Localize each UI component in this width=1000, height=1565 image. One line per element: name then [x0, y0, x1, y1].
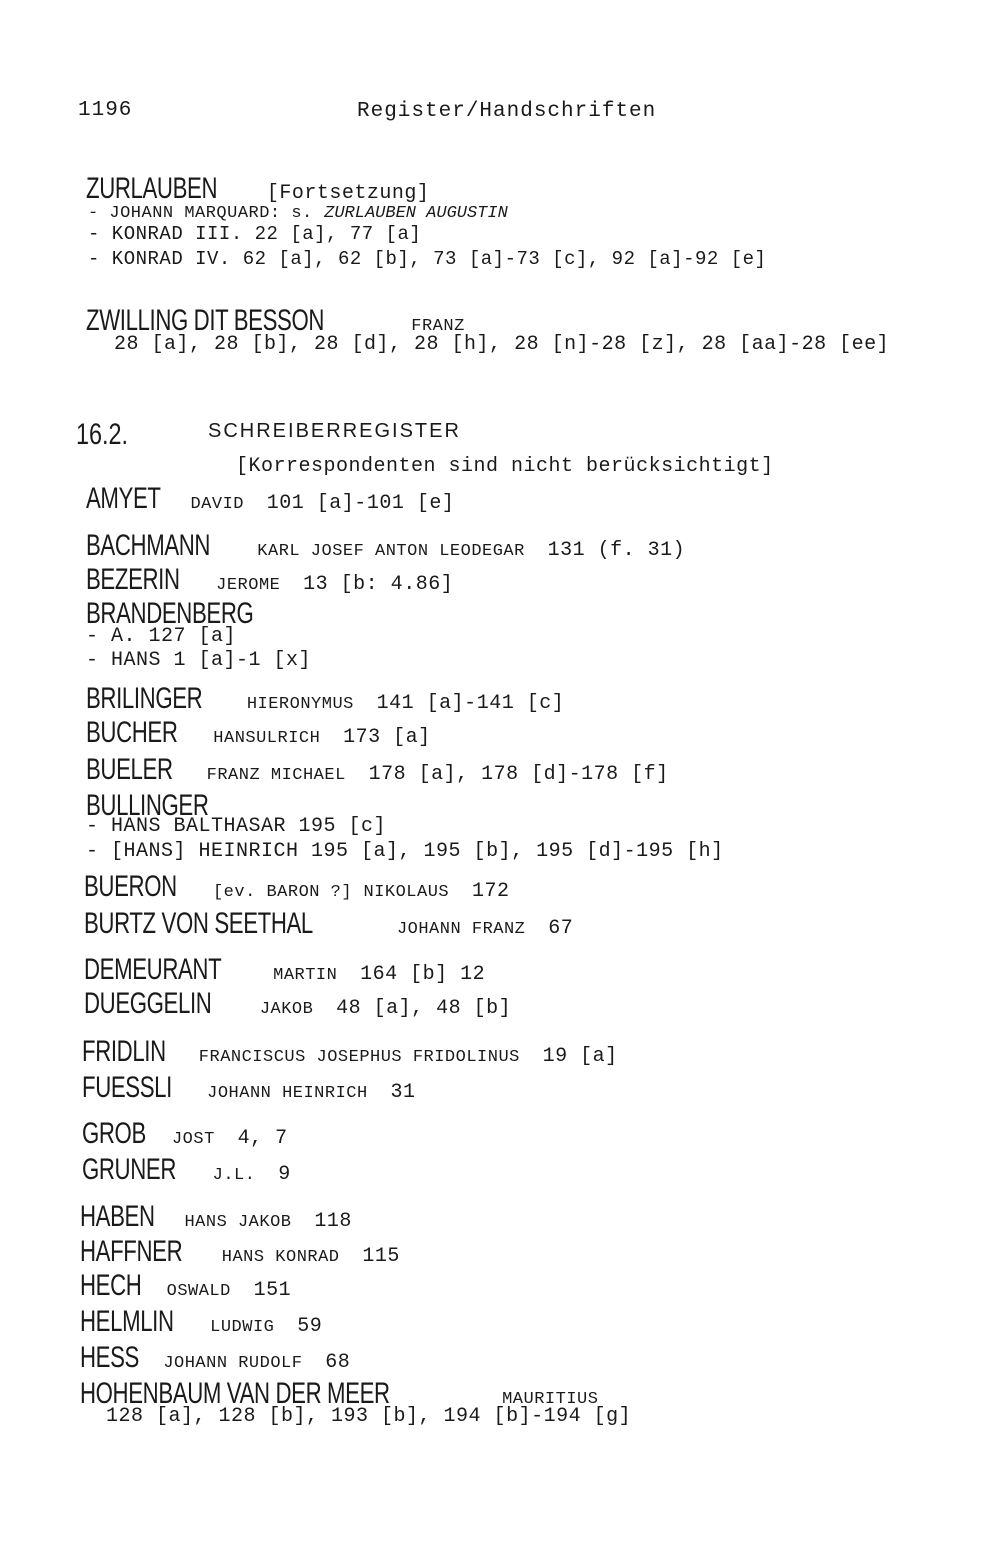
entry-given-name: MAURITIUS: [502, 1390, 599, 1409]
page-number: 1196: [78, 99, 133, 122]
entry-references: 19 [a]: [542, 1045, 618, 1068]
entry-surname: HAFFNER: [80, 1235, 183, 1268]
entry-references: 115: [362, 1245, 400, 1268]
entry-haffner: [80, 1237, 400, 1270]
cross-reference: ZURLAUBEN AUGUSTIN: [324, 204, 508, 223]
entry-references: 141 [a]-141 [c]: [376, 692, 565, 715]
entry-references: 28 [a], 28 [b], 28 [d], 28 [h], 28 [n]-28 [z], 28 [aa]-28 [ee]: [114, 333, 890, 356]
entry-surname: HABEN: [80, 1200, 155, 1233]
page-header-title: Register/Handschriften: [357, 100, 657, 123]
entry-bueron: [84, 872, 509, 905]
sub-entry-text: - JOHANN MARQUARD: s.: [88, 204, 313, 223]
entry-bueler: [86, 755, 669, 788]
entry-references: 178 [a], 178 [d]-178 [f]: [368, 763, 669, 786]
entry-surname: DEMEURANT: [84, 953, 222, 986]
entry-fridlin: [82, 1037, 618, 1070]
entry-surname: AMYET: [86, 482, 161, 515]
entry-given-name: JEROME: [216, 576, 281, 595]
entry-given-name: JOHANN FRANZ: [396, 920, 526, 939]
entry-surname: DUEGGELIN: [84, 987, 212, 1020]
entry-haben: [80, 1202, 352, 1235]
entry-surname: ZWILLING DIT BESSON: [86, 304, 325, 337]
entry-given-name: J.L.: [212, 1166, 256, 1185]
entry-surname: HOHENBAUM VAN DER MEER: [80, 1377, 390, 1410]
entry-given-name: NIKOLAUS: [363, 883, 450, 902]
entry-references: 173 [a]: [343, 726, 431, 749]
entry-surname: BUELER: [86, 753, 173, 786]
entry-references: 101 [a]-101 [e]: [266, 492, 455, 515]
entry-references: 118: [314, 1210, 352, 1233]
entry-brilinger: [86, 684, 564, 717]
entry-surname: GROB: [82, 1117, 146, 1150]
sub-entry: - [HANS] HEINRICH 195 [a], 195 [b], 195 [d]-195 [h]: [86, 840, 724, 863]
entry-surname: FUESSLI: [82, 1071, 172, 1104]
entry-given-name: FRANZ: [411, 317, 465, 336]
sub-entry: - HANS 1 [a]-1 [x]: [86, 649, 312, 672]
entry-surname: BRANDENBERG: [86, 597, 254, 630]
entry-given-name: HIERONYMUS: [246, 695, 354, 714]
entry-given-name: JOHANN RUDOLF: [163, 1354, 303, 1373]
entry-burtz: [84, 909, 573, 942]
sub-entry: - HANS BALTHASAR 195 [c]: [86, 815, 387, 838]
entry-fuessli: [82, 1073, 416, 1106]
entry-surname: BUCHER: [86, 716, 178, 749]
entry-hess: [80, 1343, 350, 1376]
entry-note: [Fortsetzung]: [266, 182, 430, 205]
entry-references: 4, 7: [237, 1127, 288, 1150]
entry-surname: HECH: [80, 1269, 142, 1302]
entry-given-name: MARTIN: [273, 966, 338, 985]
entry-amyet: [86, 484, 454, 517]
entry-references: 151: [253, 1279, 292, 1302]
entry-references: 131 (f. 31): [547, 539, 686, 562]
entry-helmlin: [80, 1307, 322, 1340]
entry-bachmann: [86, 531, 685, 564]
entry-given-name: HANS KONRAD: [221, 1248, 340, 1267]
entry-surname: BUERON: [84, 870, 177, 903]
entry-bucher: [86, 718, 431, 751]
entry-given-name: DAVID: [190, 495, 244, 514]
entry-references: 68: [325, 1351, 351, 1374]
entry-gruner: [82, 1155, 291, 1188]
entry-given-name: JAKOB: [259, 1000, 314, 1019]
entry-given-name: JOHANN HEINRICH: [207, 1084, 368, 1103]
entry-dueggelin: [84, 989, 511, 1022]
entry-references: 59: [297, 1315, 323, 1338]
entry-references: 164 [b] 12: [360, 963, 486, 986]
entry-surname: GRUNER: [82, 1153, 176, 1186]
entry-given-name: FRANCISCUS JOSEPHUS FRIDOLINUS: [198, 1048, 520, 1067]
entry-surname: FRIDLIN: [82, 1035, 166, 1068]
sub-entry: - A. 127 [a]: [86, 625, 237, 648]
entry-given-name: OSWALD: [166, 1282, 231, 1301]
entry-hech: [80, 1271, 291, 1304]
section-note: [Korrespondenten sind nicht berücksichtigt]: [236, 455, 774, 478]
entry-grob: [82, 1119, 288, 1152]
entry-given-name: JOST: [171, 1130, 215, 1149]
entry-references: 67: [548, 917, 574, 940]
entry-references: 13 [b: 4.86]: [303, 573, 454, 596]
entry-given-name: LUDWIG: [210, 1318, 275, 1337]
entry-surname: BRILINGER: [86, 682, 203, 715]
sub-entry: - KONRAD III. 22 [a], 77 [a]: [88, 223, 422, 245]
entry-note: [ev. BARON ?]: [212, 883, 353, 902]
entry-surname: BEZERIN: [86, 563, 180, 596]
entry-given-name: KARL JOSEF ANTON LEODEGAR: [257, 542, 525, 561]
section-title: SCHREIBERREGISTER: [208, 420, 461, 442]
entry-surname: BURTZ VON SEETHAL: [84, 907, 313, 940]
entry-bezerin: [86, 565, 453, 598]
entry-references: 9: [278, 1163, 291, 1186]
entry-references: 48 [a], 48 [b]: [336, 997, 512, 1020]
entry-given-name: HANSULRICH: [213, 729, 321, 748]
entry-given-name: FRANZ MICHAEL: [206, 766, 346, 785]
entry-references: 31: [390, 1081, 416, 1104]
entry-surname: HESS: [80, 1341, 139, 1374]
entry-surname: ZURLAUBEN: [86, 172, 218, 205]
entry-surname: BULLINGER: [86, 789, 209, 822]
entry-surname: BACHMANN: [86, 529, 211, 562]
entry-given-name: HANS JAKOB: [184, 1213, 292, 1232]
entry-demeurant: [84, 955, 485, 988]
entry-references: 128 [a], 128 [b], 193 [b], 194 [b]-194 [g]: [106, 1405, 632, 1428]
sub-entry: - KONRAD IV. 62 [a], 62 [b], 73 [a]-73 [c], 92 [a]-92 [e]: [88, 248, 767, 270]
entry-surname: HELMLIN: [80, 1305, 174, 1338]
entry-references: 172: [471, 880, 510, 903]
section-number: 16.2.: [76, 418, 129, 451]
